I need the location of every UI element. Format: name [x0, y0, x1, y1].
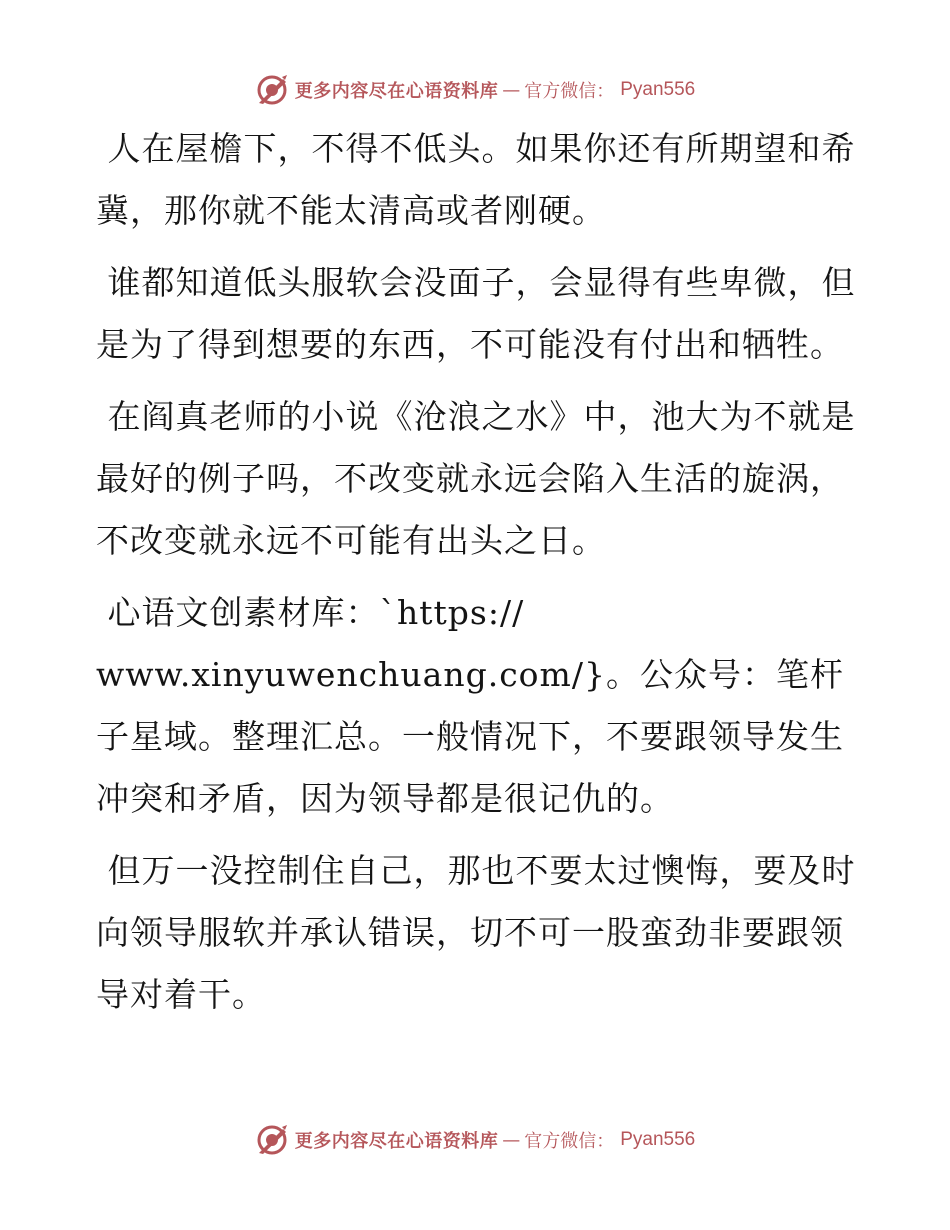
header-wechat-label: 官方微信： — [524, 81, 615, 102]
footer-wechat-label: 官方微信： — [524, 1131, 615, 1152]
paragraph: 心语文创素材库：`https:// www.xinyuwenchuang.com/}。公众号：笔杆子星域。整理汇总。一般情况下，不要跟领导发生冲突和矛盾，因为领导都是很记仇的。 — [96, 593, 844, 818]
header-wechat-id: Pyan556 — [620, 79, 696, 100]
footer-dash: — — [502, 1129, 521, 1151]
quill-pen-circle-icon — [255, 73, 289, 107]
paragraph: 在阎真老师的小说《沧浪之水》中，池大为不就是最好的例子吗，不改变就永远会陷入生活的旋涡，不改变就永远不可能有出头之日。 — [96, 397, 856, 560]
paragraph: 人在屋檐下，不得不低头。如果你还有所期望和希冀，那你就不能太清高或者刚硬。 — [96, 129, 856, 230]
header-dash: — — [502, 79, 521, 101]
header-brand-text: 更多内容尽在心语资料库 — [294, 81, 499, 102]
paragraph: 谁都知道低头服软会没面子，会显得有些卑微，但是为了得到想要的东西，不可能没有付出和牺牲。 — [96, 263, 856, 364]
footer-wechat-id: Pyan556 — [620, 1129, 696, 1150]
paragraph: 但万一没控制住自己，那也不要太过懊悔，要及时向领导服软并承认错误，切不可一股蛮劲非要跟领导对着干。 — [96, 851, 856, 1014]
footer-brand-text: 更多内容尽在心语资料库 — [294, 1131, 499, 1152]
quill-pen-circle-icon — [255, 1123, 289, 1157]
document-body — [96, 118, 856, 1036]
footer-banner — [0, 1120, 950, 1160]
header-banner — [0, 70, 950, 110]
